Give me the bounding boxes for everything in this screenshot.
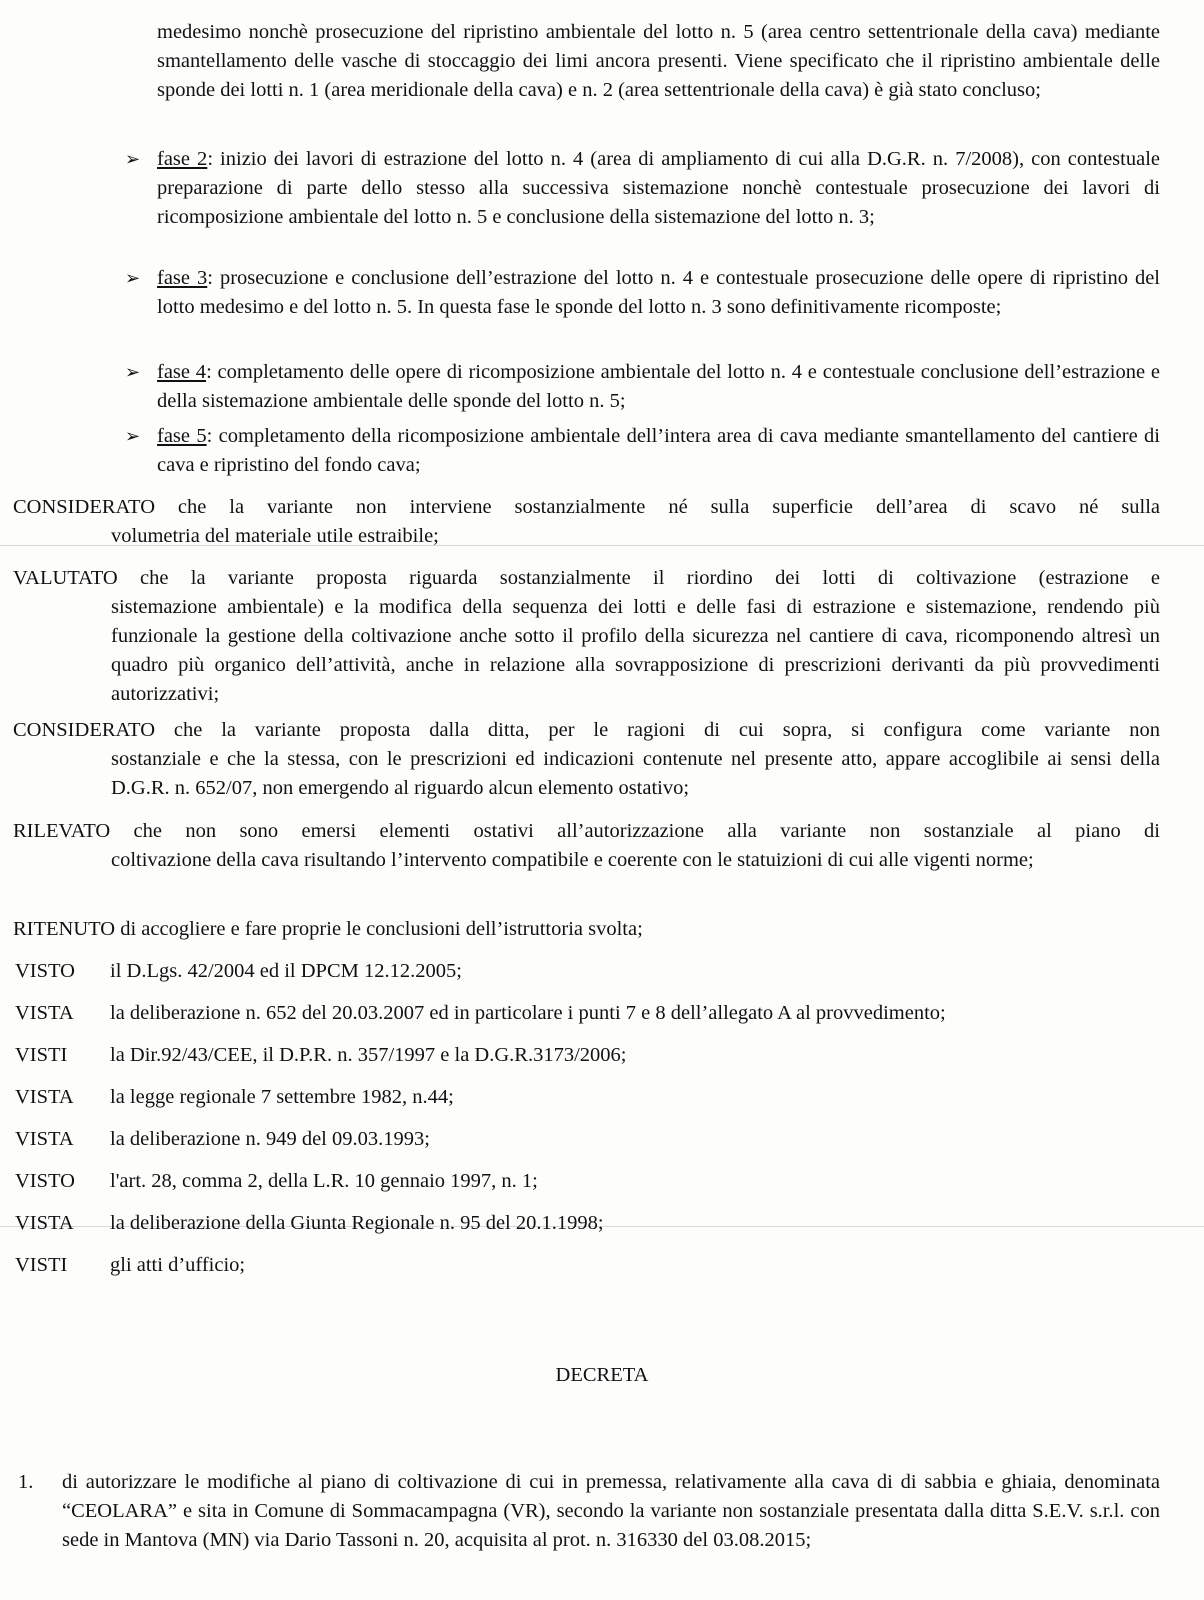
phase-text: : completamento della ricomposizione ambientale dell’intera area di cava mediante smantellamento del cantiere di cava e ripristino del fondo cava;	[157, 425, 1160, 476]
visto-text: la Dir.92/43/CEE, il D.P.R. n. 357/1997 e la D.G.R.3173/2006;	[110, 1044, 627, 1066]
considerato-paragraph	[13, 716, 1160, 803]
rilevato-paragraph	[13, 817, 1160, 875]
para-continuation: sistemazione ambientale) e la modifica della sequenza dei lotti e delle fasi di estrazione e sistemazione, rendendo più funzionale la gestione della coltivazione anche sotto il profilo della sicurezza nel cantiere di cava, ricomponendo altresì un quadro più organico dell’attività, anche in relazione alla sovrapposizione di prescrizioni derivanti da più provvedimenti autorizzativi;	[111, 596, 1160, 705]
phase-text: : inizio dei lavori di estrazione del lotto n. 4 (area di ampliamento di cui alla D.G.R. n. 7/2008), con contestuale preparazione di parte dello stesso alla successiva sistemazione nonchè contestuale prosecuzione dei lavori di ricomposizione ambientale del lotto n. 5 e conclusione della sistemazione del lotto n. 3;	[157, 148, 1160, 228]
visto-keyword: VISTO	[15, 960, 75, 982]
para-first-line: VALUTATO che la variante proposta riguarda sostanzialmente il riordino dei lotti di coltivazione (estrazione e	[13, 567, 1160, 589]
visto-line	[15, 1209, 1165, 1238]
para-continuation: sostanziale e che la stessa, con le prescrizioni ed indicazioni contenute nel presente atto, appare accoglibile ai sensi della D.G.R. n. 652/07, non emergendo al riguardo alcun elemento ostativo;	[111, 748, 1160, 799]
para-first-line: CONSIDERATO che la variante proposta dalla ditta, per le ragioni di cui sopra, si configura come variante non	[13, 719, 1160, 741]
visto-line	[15, 1125, 1165, 1154]
arrow-bullet-icon: ➢	[125, 268, 141, 288]
visto-text: gli atti d’ufficio;	[110, 1254, 246, 1276]
para-continuation: coltivazione della cava risultando l’intervento compatibile e coerente con le statuizioni di cui alle vigenti norme;	[111, 849, 1034, 871]
visto-keyword: VISTA	[15, 1212, 74, 1234]
visto-keyword: VISTA	[15, 1002, 74, 1024]
visto-line	[15, 1251, 1165, 1280]
visto-keyword: VISTO	[15, 1170, 75, 1192]
visto-text: l'art. 28, comma 2, della L.R. 10 gennaio 1997, n. 1;	[110, 1170, 538, 1192]
visto-text: la deliberazione della Giunta Regionale n. 95 del 20.1.1998;	[110, 1212, 604, 1234]
visto-line	[15, 1167, 1165, 1196]
visto-line	[15, 1041, 1165, 1070]
visto-text: il D.Lgs. 42/2004 ed il DPCM 12.12.2005;	[110, 960, 462, 982]
visto-text: la legge regionale 7 settembre 1982, n.44;	[110, 1086, 454, 1108]
visto-line	[15, 1083, 1165, 1112]
intro-paragraph: medesimo nonchè prosecuzione del ripristino ambientale del lotto n. 5 (area centro settentrionale della cava) mediante smantellamento delle vasche di stoccaggio dei limi ancora presenti. Viene specificato che il ripristino ambientale delle sponde dei lotti n. 1 (area meridionale della cava) e n. 2 (area settentrionale della cava) è già stato concluso;	[157, 21, 1160, 101]
considerato-paragraph	[13, 493, 1160, 551]
phase-text: : prosecuzione e conclusione dell’estrazione del lotto n. 4 e contestuale prosecuzione delle opere di ripristino del lotto medesimo e del lotto n. 5. In questa fase le sponde del lotto n. 3 sono definitivamente ricomposte;	[157, 267, 1160, 318]
visto-text: la deliberazione n. 949 del 09.03.1993;	[110, 1128, 430, 1150]
para-continuation: volumetria del materiale utile estraibile;	[111, 525, 439, 547]
visto-keyword: VISTI	[15, 1254, 68, 1276]
phase-label: fase 4	[157, 361, 207, 383]
para-first-line: CONSIDERATO che la variante non interviene sostanzialmente né sulla superficie dell’area di scavo né sulla	[13, 496, 1160, 518]
arrow-bullet-icon: ➢	[125, 149, 141, 169]
valutato-paragraph	[13, 564, 1160, 709]
para-first-line: RILEVATO che non sono emersi elementi ostativi all’autorizzazione alla variante non sostanziale al piano di	[13, 820, 1160, 842]
phase-label: fase 2	[157, 148, 208, 170]
visto-line	[15, 957, 1165, 986]
visto-keyword: VISTI	[15, 1044, 68, 1066]
visto-keyword: VISTA	[15, 1086, 74, 1108]
arrow-bullet-icon: ➢	[125, 426, 141, 446]
item-number: 1.	[18, 1471, 34, 1493]
phase-text: : completamento delle opere di ricomposizione ambientale del lotto n. 4 e contestuale conclusione dell’estrazione e della sistemazione ambientale delle sponde del lotto n. 5;	[157, 361, 1160, 412]
ritenuto-line: RITENUTO di accogliere e fare proprie le conclusioni dell’istruttoria svolta;	[13, 918, 643, 940]
decree-item-text: di autorizzare le modifiche al piano di coltivazione di cui in premessa, relativamente alla cava di di sabbia e ghiaia, denominata “CEOLARA” e sita in Comune di Sommacampagna (VR), secondo la variante non sostanziale presentata dalla ditta S.E.V. s.r.l. con sede in Mantova (MN) via Dario Tassoni n. 20, acquisita al prot. n. 316330 del 03.08.2015;	[62, 1471, 1160, 1551]
decreta-heading: DECRETA	[555, 1364, 649, 1386]
visto-line	[15, 999, 1165, 1028]
phase-label: fase 3	[157, 267, 208, 289]
visto-keyword: VISTA	[15, 1128, 74, 1150]
arrow-bullet-icon: ➢	[125, 362, 141, 382]
phase-label: fase 5	[157, 425, 207, 447]
visto-text: la deliberazione n. 652 del 20.03.2007 ed in particolare i punti 7 e 8 dell’allegato A al provvedimento;	[110, 1002, 946, 1024]
